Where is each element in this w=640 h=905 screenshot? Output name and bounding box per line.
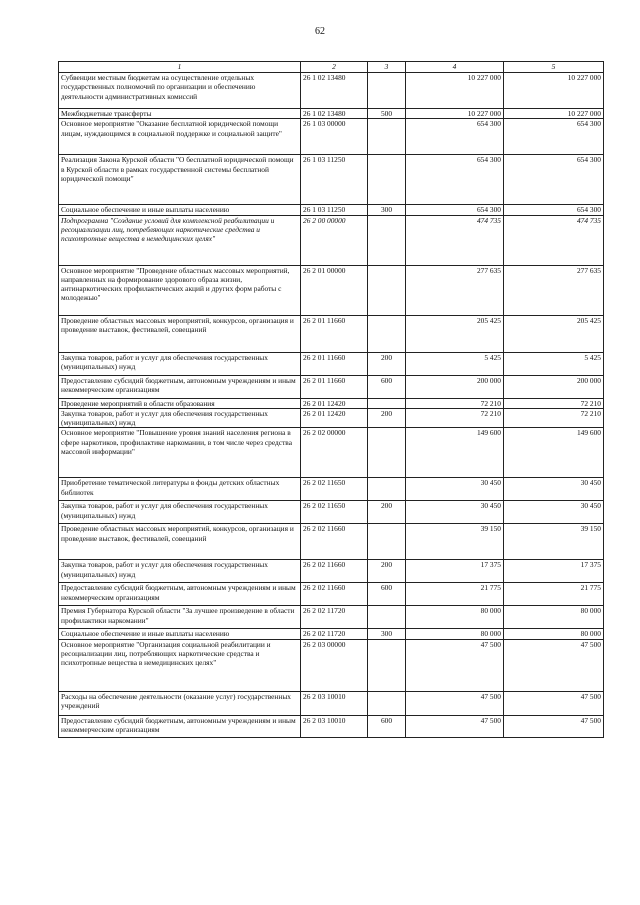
row-amount-2017-cell: 654 300 — [406, 119, 504, 155]
row-amount-2018-cell: 21 775 — [504, 583, 604, 606]
row-expense-type-cell: 200 — [368, 408, 406, 428]
row-expense-type-cell — [368, 265, 406, 315]
table-row — [59, 109, 604, 119]
row-name-cell: Проведение областных массовых мероприятий, конкурсов, организация и проведение выставок, фестивалей, совещаний — [59, 524, 301, 560]
row-amount-2017-cell: 47 500 — [406, 715, 504, 737]
table-row — [59, 352, 604, 375]
table-row — [59, 428, 604, 478]
row-amount-2017-cell: 10 227 000 — [406, 73, 504, 109]
row-amount-2017-cell: 654 300 — [406, 205, 504, 215]
row-amount-2018-cell: 39 150 — [504, 524, 604, 560]
row-expense-type-cell: 600 — [368, 375, 406, 398]
row-name-cell: Предоставление субсидий бюджетным, автономным учреждениям и иным некоммерческим организациям — [59, 715, 301, 737]
row-amount-2017-cell: 30 450 — [406, 478, 504, 501]
row-amount-2017-cell: 277 635 — [406, 265, 504, 315]
row-amount-2017-cell: 149 600 — [406, 428, 504, 478]
row-expense-type-cell: 200 — [368, 560, 406, 583]
row-name-cell: Проведение областных массовых мероприятий, конкурсов, организация и проведение выставок, фестивалей, совещаний — [59, 315, 301, 352]
row-name-cell: Социальное обеспечение и иные выплаты населению — [59, 205, 301, 215]
row-amount-2017-cell: 80 000 — [406, 606, 504, 629]
table-row — [59, 375, 604, 398]
row-expense-type-cell — [368, 398, 406, 408]
row-amount-2018-cell: 200 000 — [504, 375, 604, 398]
row-name-cell: Закупка товаров, работ и услуг для обеспечения государственных (муниципальных) нужд — [59, 408, 301, 428]
row-name-cell: Подпрограмма "Создание условий для комплексной реабилитации и ресоциализации лиц, потребляющих наркотические средства и психотропные вещества в немедицинских целях" — [59, 215, 301, 265]
table-row — [59, 560, 604, 583]
table-row — [59, 606, 604, 629]
row-code-cell: 26 2 03 10010 — [301, 691, 368, 715]
table-row — [59, 501, 604, 524]
header-col-1: 1 — [59, 62, 301, 73]
row-expense-type-cell — [368, 215, 406, 265]
row-code-cell: 26 2 03 10010 — [301, 715, 368, 737]
row-amount-2018-cell: 277 635 — [504, 265, 604, 315]
row-code-cell: 26 2 01 11660 — [301, 315, 368, 352]
header-col-3: 3 — [368, 62, 406, 73]
row-amount-2018-cell: 149 600 — [504, 428, 604, 478]
row-expense-type-cell — [368, 691, 406, 715]
table-row — [59, 583, 604, 606]
row-expense-type-cell: 600 — [368, 583, 406, 606]
table-row — [59, 524, 604, 560]
table-row — [59, 408, 604, 428]
row-amount-2017-cell: 5 425 — [406, 352, 504, 375]
row-amount-2017-cell: 17 375 — [406, 560, 504, 583]
row-expense-type-cell — [368, 639, 406, 691]
row-name-cell: Основное мероприятие "Оказание бесплатной юридической помощи лицам, нуждающимся в социальной поддержке и социальной защите" — [59, 119, 301, 155]
row-code-cell: 26 2 01 11660 — [301, 375, 368, 398]
row-expense-type-cell: 600 — [368, 715, 406, 737]
row-code-cell: 26 1 03 00000 — [301, 119, 368, 155]
row-name-cell: Закупка товаров, работ и услуг для обеспечения государственных (муниципальных) нужд — [59, 560, 301, 583]
row-amount-2017-cell: 200 000 — [406, 375, 504, 398]
row-name-cell: Предоставление субсидий бюджетным, автономным учреждениям и иным некоммерческим организациям — [59, 375, 301, 398]
table-row — [59, 715, 604, 737]
row-amount-2018-cell: 47 500 — [504, 639, 604, 691]
row-code-cell: 26 2 02 11660 — [301, 583, 368, 606]
table-row — [59, 215, 604, 265]
row-amount-2017-cell: 205 425 — [406, 315, 504, 352]
row-amount-2018-cell: 80 000 — [504, 629, 604, 639]
row-amount-2017-cell: 654 300 — [406, 155, 504, 205]
row-code-cell: 26 2 02 11650 — [301, 501, 368, 524]
row-name-cell: Премия Губернатора Курской области "За лучшее произведение в области профилактики наркомании" — [59, 606, 301, 629]
row-expense-type-cell — [368, 606, 406, 629]
row-name-cell: Проведение мероприятий в области образования — [59, 398, 301, 408]
row-amount-2018-cell: 5 425 — [504, 352, 604, 375]
row-expense-type-cell — [368, 119, 406, 155]
row-expense-type-cell — [368, 524, 406, 560]
row-amount-2018-cell: 654 300 — [504, 119, 604, 155]
header-row — [59, 62, 604, 73]
row-code-cell: 26 2 02 00000 — [301, 428, 368, 478]
row-expense-type-cell — [368, 428, 406, 478]
row-amount-2018-cell: 10 227 000 — [504, 109, 604, 119]
row-expense-type-cell: 300 — [368, 205, 406, 215]
row-amount-2017-cell: 47 500 — [406, 691, 504, 715]
row-amount-2017-cell: 21 775 — [406, 583, 504, 606]
row-name-cell: Основное мероприятие "Повышение уровня знаний населения региона в сфере наркотиков, профилактике наркомании, в том числе через средства массовой информации" — [59, 428, 301, 478]
row-name-cell: Закупка товаров, работ и услуг для обеспечения государственных (муниципальных) нужд — [59, 501, 301, 524]
header-col-2: 2 — [301, 62, 368, 73]
table-row — [59, 155, 604, 205]
row-expense-type-cell: 300 — [368, 629, 406, 639]
row-name-cell: Предоставление субсидий бюджетным, автономным учреждениям и иным некоммерческим организациям — [59, 583, 301, 606]
table-row — [59, 639, 604, 691]
row-amount-2018-cell: 72 210 — [504, 408, 604, 428]
table-row — [59, 398, 604, 408]
row-expense-type-cell — [368, 478, 406, 501]
row-name-cell: Реализация Закона Курской области "О бесплатной юридической помощи в Курской области в рамках государственной системы бесплатной юридической помощи" — [59, 155, 301, 205]
row-code-cell: 26 1 03 11250 — [301, 155, 368, 205]
row-expense-type-cell — [368, 315, 406, 352]
row-code-cell: 26 2 02 11660 — [301, 524, 368, 560]
table-row — [59, 73, 604, 109]
row-amount-2018-cell: 10 227 000 — [504, 73, 604, 109]
row-amount-2017-cell: 72 210 — [406, 398, 504, 408]
row-name-cell: Основное мероприятие "Организация социальной реабилитации и ресоциализации лиц, потребляющих наркотические средства и психотропные вещества в немедицинских целях" — [59, 639, 301, 691]
row-expense-type-cell: 500 — [368, 109, 406, 119]
table-row — [59, 205, 604, 215]
row-amount-2018-cell: 30 450 — [504, 501, 604, 524]
row-amount-2017-cell: 10 227 000 — [406, 109, 504, 119]
table-row — [59, 629, 604, 639]
table-row — [59, 119, 604, 155]
row-amount-2017-cell: 39 150 — [406, 524, 504, 560]
row-amount-2018-cell: 654 300 — [504, 205, 604, 215]
row-name-cell: Социальное обеспечение и иные выплаты населению — [59, 629, 301, 639]
row-code-cell: 26 2 01 12420 — [301, 398, 368, 408]
header-col-4: 4 — [406, 62, 504, 73]
budget-table — [58, 61, 604, 738]
row-expense-type-cell — [368, 155, 406, 205]
row-amount-2017-cell: 72 210 — [406, 408, 504, 428]
row-amount-2018-cell: 30 450 — [504, 478, 604, 501]
row-code-cell: 26 2 03 00000 — [301, 639, 368, 691]
row-expense-type-cell: 200 — [368, 501, 406, 524]
row-amount-2018-cell: 17 375 — [504, 560, 604, 583]
row-code-cell: 26 2 02 11660 — [301, 560, 368, 583]
table-row — [59, 315, 604, 352]
row-name-cell: Межбюджетные трансферты — [59, 109, 301, 119]
row-code-cell: 26 1 03 11250 — [301, 205, 368, 215]
row-amount-2017-cell: 80 000 — [406, 629, 504, 639]
table-row — [59, 478, 604, 501]
row-code-cell: 26 1 02 13480 — [301, 109, 368, 119]
row-amount-2018-cell: 47 500 — [504, 691, 604, 715]
row-name-cell: Основное мероприятие "Проведение областных массовых мероприятий, направленных на формирование здорового образа жизни, антинаркотических профилактических акций и других форм работы с молодежью" — [59, 265, 301, 315]
row-code-cell: 26 2 02 11720 — [301, 629, 368, 639]
row-name-cell: Приобретение тематической литературы в фонды детских областных библиотек — [59, 478, 301, 501]
row-amount-2018-cell: 47 500 — [504, 715, 604, 737]
row-code-cell: 26 2 01 00000 — [301, 265, 368, 315]
row-expense-type-cell — [368, 73, 406, 109]
row-amount-2018-cell: 80 000 — [504, 606, 604, 629]
row-code-cell: 26 2 01 11660 — [301, 352, 368, 375]
row-code-cell: 26 1 02 13480 — [301, 73, 368, 109]
row-name-cell: Субвенции местным бюджетам на осуществление отдельных государственных полномочий по организации и обеспечению деятельности административных комиссий — [59, 73, 301, 109]
row-name-cell: Расходы на обеспечение деятельности (оказание услуг) государственных учреждений — [59, 691, 301, 715]
header-col-5: 5 — [504, 62, 604, 73]
row-code-cell: 26 2 02 11720 — [301, 606, 368, 629]
row-name-cell: Закупка товаров, работ и услуг для обеспечения государственных (муниципальных) нужд — [59, 352, 301, 375]
row-code-cell: 26 2 01 12420 — [301, 408, 368, 428]
row-expense-type-cell: 200 — [368, 352, 406, 375]
row-amount-2018-cell: 205 425 — [504, 315, 604, 352]
table-row — [59, 691, 604, 715]
row-amount-2017-cell: 30 450 — [406, 501, 504, 524]
row-code-cell: 26 2 02 11650 — [301, 478, 368, 501]
row-amount-2018-cell: 72 210 — [504, 398, 604, 408]
row-amount-2018-cell: 654 300 — [504, 155, 604, 205]
row-amount-2018-cell: 474 735 — [504, 215, 604, 265]
row-amount-2017-cell: 474 735 — [406, 215, 504, 265]
row-amount-2017-cell: 47 500 — [406, 639, 504, 691]
table-row — [59, 265, 604, 315]
page-number: 62 — [315, 26, 325, 37]
row-code-cell: 26 2 00 00000 — [301, 215, 368, 265]
